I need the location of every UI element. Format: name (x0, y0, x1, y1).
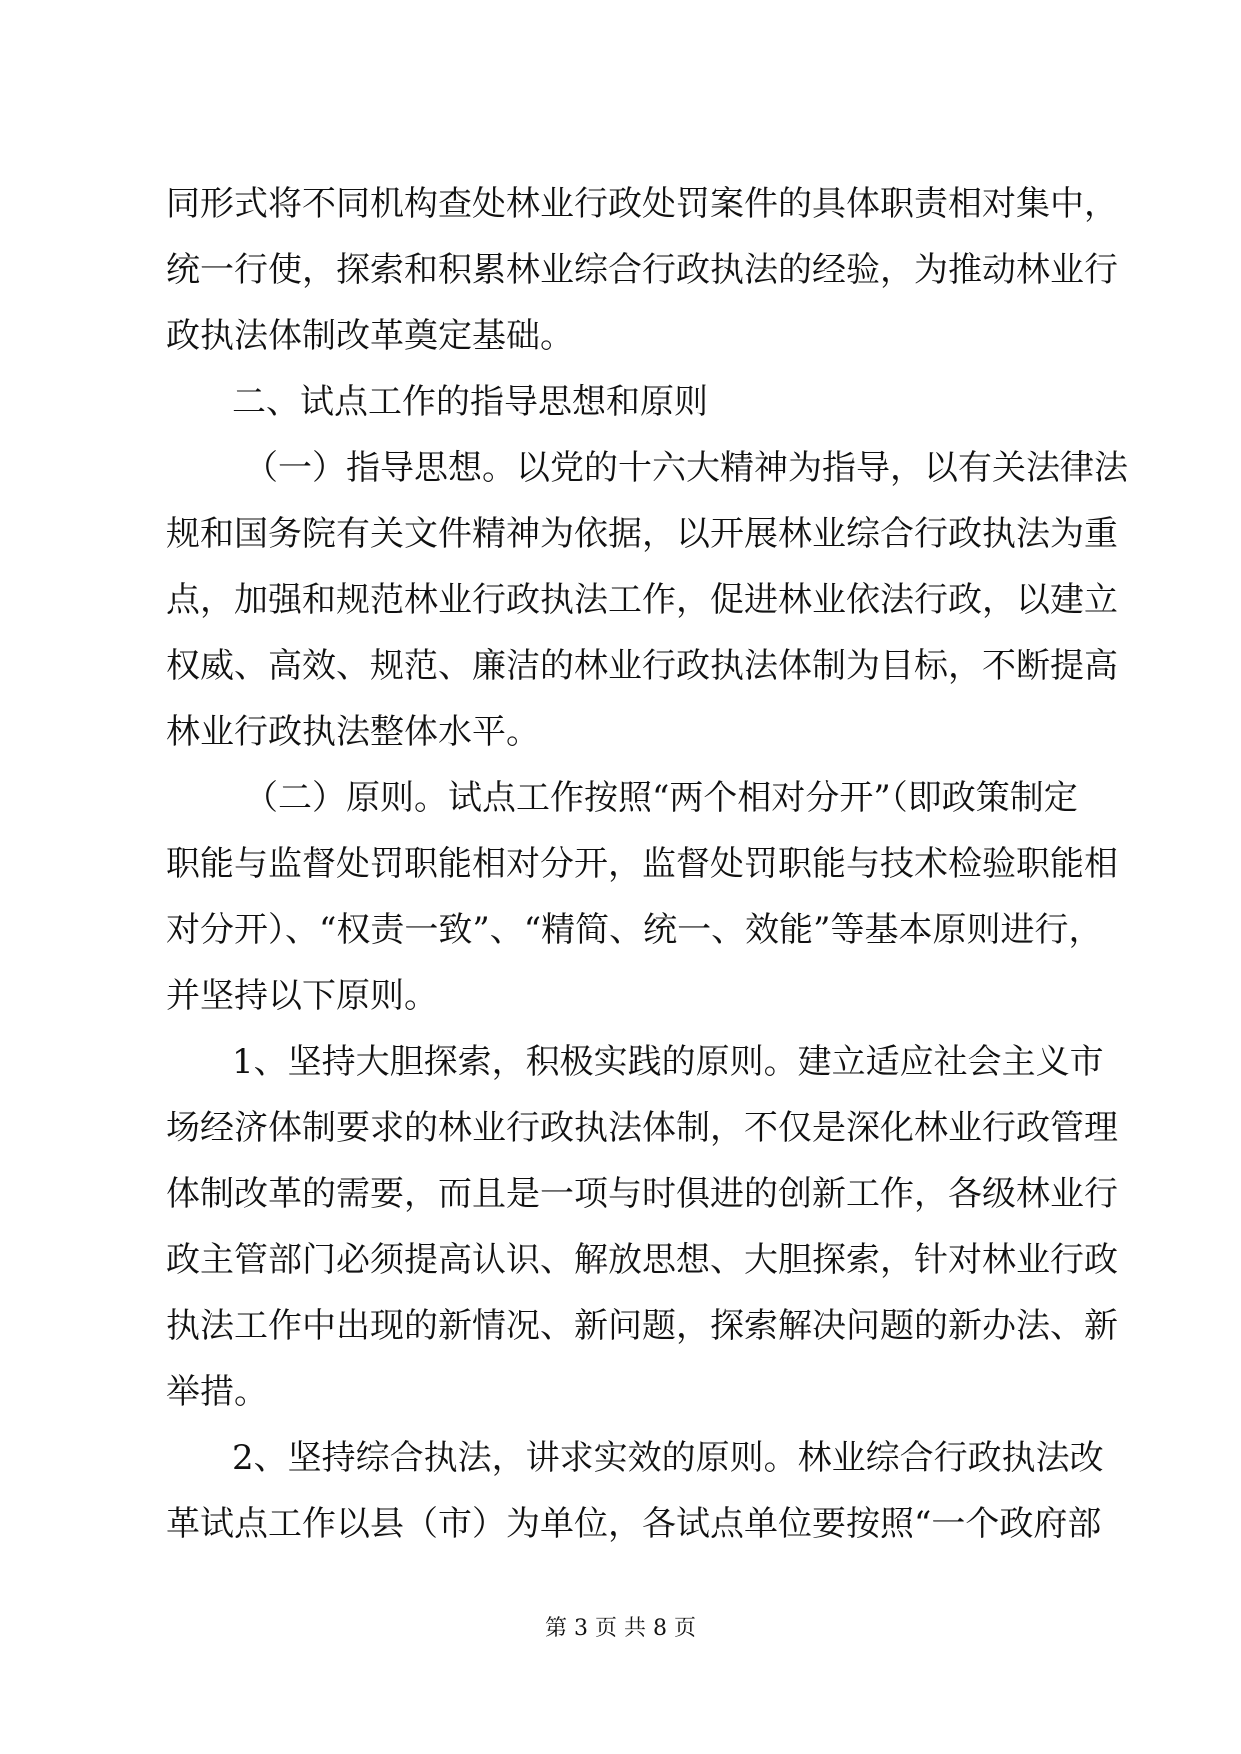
paragraph-line: （二）原则。试点工作按照“两个相对分开”（即政策制定 (244, 778, 1078, 818)
paragraph-line: 2、坚持综合执法，讲求实效的原则。林业综合行政执法改 (232, 1438, 1104, 1478)
paragraph-line: 职能与监督处罚职能相对分开，监督处罚职能与技术检验职能相 (166, 844, 1118, 884)
paragraph-line: 执法工作中出现的新情况、新问题，探索解决问题的新办法、新 (166, 1306, 1118, 1346)
paragraph-line: 政执法体制改革奠定基础。 (166, 316, 574, 356)
paragraph-line: （一）指导思想。以党的十六大精神为指导，以有关法律法 (244, 448, 1128, 488)
paragraph-line: 同形式将不同机构查处林业行政处罚案件的具体职责相对集中， (166, 184, 1118, 224)
paragraph-line: 政主管部门必须提高认识、解放思想、大胆探索，针对林业行政 (166, 1240, 1118, 1280)
paragraph-line: 对分开）、“权责一致”、“精简、统一、效能”等基本原则进行， (166, 910, 1103, 950)
page-footer: 第 3 页 共 8 页 (545, 1616, 696, 1641)
paragraph-line: 场经济体制要求的林业行政执法体制，不仅是深化林业行政管理 (166, 1108, 1118, 1148)
paragraph-line: 1、坚持大胆探索，积极实践的原则。建立适应社会主义市 (232, 1042, 1104, 1082)
paragraph-line: 统一行使，探索和积累林业综合行政执法的经验，为推动林业行 (166, 250, 1118, 290)
paragraph-line: 点，加强和规范林业行政执法工作，促进林业依法行政，以建立 (166, 580, 1118, 620)
paragraph-line: 规和国务院有关文件精神为依据，以开展林业综合行政执法为重 (166, 514, 1118, 554)
paragraph-line: 革试点工作以县（市）为单位，各试点单位要按照“一个政府部 (166, 1504, 1102, 1544)
paragraph-line: 权威、高效、规范、廉洁的林业行政执法体制为目标，不断提高 (166, 646, 1118, 686)
paragraph-line: 举措。 (166, 1372, 268, 1412)
paragraph-line: 体制改革的需要，而且是一项与时俱进的创新工作，各级林业行 (166, 1174, 1118, 1214)
section-heading: 二、试点工作的指导思想和原则 (232, 382, 708, 422)
paragraph-line: 林业行政执法整体水平。 (166, 712, 540, 752)
paragraph-line: 并坚持以下原则。 (166, 976, 438, 1016)
